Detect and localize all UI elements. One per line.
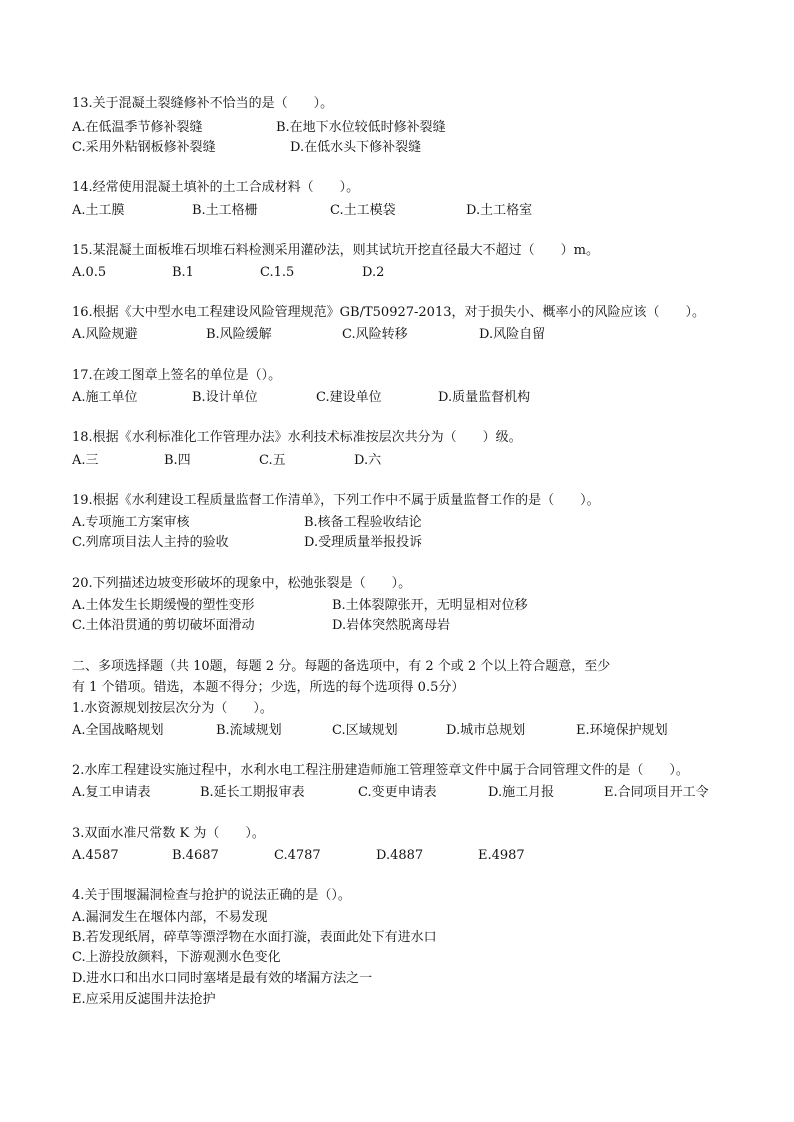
question-stem: 13.关于混凝土裂缝修补不恰当的是（ ）。 <box>72 96 334 111</box>
question-stem: 16.根据《大中型水电工程建设风险管理规范》GB/T50927-2013，对于损失小、概率小的风险应该（ ）。 <box>72 305 705 320</box>
option-a: A.复工申请表 <box>72 785 151 800</box>
question-stem: 2.水库工程建设实施过程中，水利水电工程注册建造师施工管理签章文件中属于合同管理文件的是（ ）。 <box>72 763 689 778</box>
question-stem: 17.在竣工图章上签名的单位是（）。 <box>72 368 282 383</box>
option-a: A.全国战略规划 <box>72 723 164 738</box>
option-a: A.专项施工方案审核 <box>72 515 190 530</box>
option-c: C.区域规划 <box>332 723 398 738</box>
option-d: D.质量监督机构 <box>438 390 531 405</box>
option-b: B.1 <box>172 265 194 280</box>
question-stem: 1.水资源规划按层次分为（ ）。 <box>72 701 273 716</box>
option-d: D.进水口和出水口同时塞堵是最有效的堵漏方法之一 <box>72 971 373 986</box>
option-c: C.列席项目法人主持的验收 <box>72 535 229 550</box>
question-stem: 18.根据《水利标准化工作管理办法》水利技术标准按层次共分为（ ）级。 <box>72 430 522 445</box>
option-b: B.延长工期报审表 <box>200 785 305 800</box>
option-b: B.核备工程验收结论 <box>304 515 422 530</box>
option-c: C.土工模袋 <box>330 203 396 218</box>
question-stem: 14.经常使用混凝土填补的土工合成材料（ ）。 <box>72 180 360 195</box>
option-b: B.设计单位 <box>192 390 258 405</box>
option-a: A.土工膜 <box>72 203 125 218</box>
option-c: C.采用外粘钢板修补裂缝 <box>72 140 216 155</box>
section-heading: 二、多项选择题（共 10题，每题 2 分。每题的备选项中，有 2 个或 2 个以上符合题意，至少 <box>72 659 611 674</box>
option-b: B.4687 <box>172 848 219 863</box>
option-c: C.上游投放颜料，下游观测水色变化 <box>72 950 281 965</box>
option-b: B.土体裂隙张开，无明显相对位移 <box>332 598 528 613</box>
question-stem: 19.根据《水利建设工程质量监督工作清单》，下列工作中不属于质量监督工作的是（ ）。 <box>72 493 600 508</box>
option-d: D.土工格室 <box>466 203 533 218</box>
option-a: A.土体发生长期缓慢的塑性变形 <box>72 598 255 613</box>
option-d: D.风险自留 <box>479 327 546 342</box>
option-c: C.土体沿贯通的剪切破坏面滑动 <box>72 618 255 633</box>
option-a: A.漏洞发生在堰体内部，不易发现 <box>72 910 268 925</box>
option-c: C.变更申请表 <box>358 785 437 800</box>
option-d: D.岩体突然脱离母岩 <box>332 618 451 633</box>
option-a: A.施工单位 <box>72 390 138 405</box>
option-a: A.风险规避 <box>72 327 138 342</box>
question-stem: 20.下列描述边坡变形破坏的现象中，松弛张裂是（ ）。 <box>72 576 412 591</box>
option-e: E.环境保护规划 <box>576 723 668 738</box>
option-b: B.四 <box>164 453 191 468</box>
option-d: D.受理质量举报投诉 <box>304 535 423 550</box>
option-d: D.在低水头下修补裂缝 <box>290 140 422 155</box>
option-b: B.土工格栅 <box>192 203 258 218</box>
question-stem: 3.双面水准尺常数 K 为（ ）。 <box>72 826 265 841</box>
option-a: A.三 <box>72 453 99 468</box>
option-b: B.风险缓解 <box>206 327 272 342</box>
section-heading-cont: 有 1 个错项。错选，本题不得分；少选，所选的每个选项得 0.5分） <box>72 680 465 695</box>
option-a: A.0.5 <box>72 265 107 280</box>
option-a: A.4587 <box>72 848 119 863</box>
option-d: D.六 <box>354 453 382 468</box>
question-stem: 4.关于围堰漏洞检查与抢护的说法正确的是（）。 <box>72 888 351 903</box>
option-e: E.应采用反滤围井法抢护 <box>72 992 216 1007</box>
option-e: E.4987 <box>478 848 525 863</box>
option-c: C.五 <box>259 453 286 468</box>
option-b: B.若发现纸屑，碎草等漂浮物在水面打漩，表面此处下有进水口 <box>72 930 437 945</box>
option-b: B.流域规划 <box>216 723 282 738</box>
option-c: C.风险转移 <box>342 327 408 342</box>
option-c: C.1.5 <box>260 265 295 280</box>
option-c: C.建设单位 <box>316 390 382 405</box>
option-e: E.合同项目开工令 <box>604 785 709 800</box>
option-d: D.2 <box>362 265 385 280</box>
option-a: A.在低温季节修补裂缝 <box>72 120 203 135</box>
option-b: B.在地下水位较低时修补裂缝 <box>276 120 446 135</box>
option-d: D.施工月报 <box>488 785 555 800</box>
option-c: C.4787 <box>274 848 321 863</box>
option-d: D.城市总规划 <box>446 723 526 738</box>
question-stem: 15.某混凝土面板堆石坝堆石料检测采用灌砂法，则其试坑开挖直径最大不超过（ ）m。 <box>72 243 600 258</box>
option-d: D.4887 <box>376 848 424 863</box>
